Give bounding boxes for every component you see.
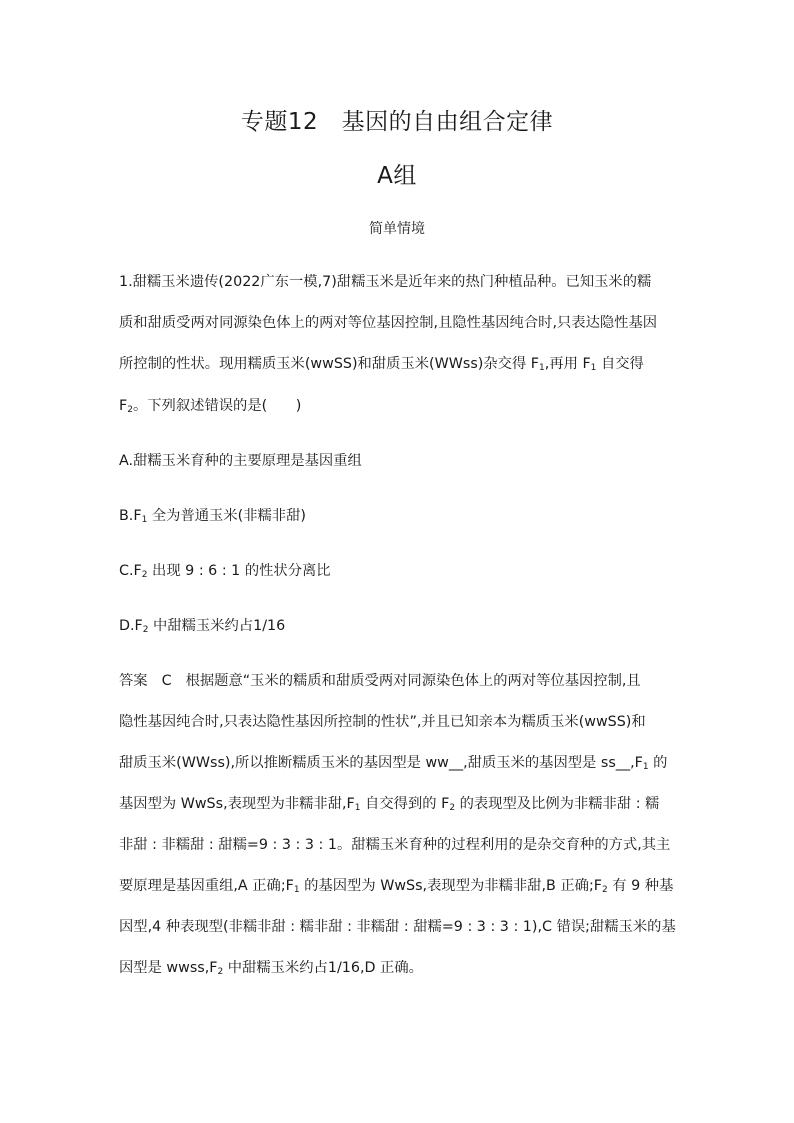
answer-line-3: 甜质玉米(WWss),所以推断糯质玉米的基因型是 ww__,甜质玉米的基因型是 $ss\_\_,F_1$ 的 [119, 755, 668, 772]
question-line-2: 质和甜质受两对同源染色体上的两对等位基因控制,且隐性基因纯合时,只表达隐性基因 [119, 315, 658, 331]
answer-line-5: 非甜 : 非糯甜 : 甜糯=9 : 3 : 3 : 1。甜糯玉米育种的过程利用的是杂交育种的方式,其主 [119, 837, 671, 853]
option-d: $D.F_2$ 中甜糯玉米约占1/16 [119, 618, 286, 635]
section-heading: 简单情境 [369, 221, 425, 237]
question-line-3: 所控制的性状。现用糯质玉米(wwSS)和甜质玉米(WWss)杂交得 $F_1$,再用 $F_1$ 自交得 [119, 356, 644, 373]
answer-line-8: 因型是 $wwss,F_2$ 中甜糯玉米约占1/16,D 正确。 [119, 960, 423, 977]
page-title: 专题12 基因的自由组合定律 [240, 109, 554, 135]
option-a: A.甜糯玉米育种的主要原理是基因重组 [119, 453, 362, 469]
answer-line-4: 基因型为 WwSs,表现型为非糯非甜$,F_1$ 自交得到的 $F_2$ 的表现型及比例为非糯非甜 : 糯 [119, 796, 660, 813]
question-line-4: $F_2$。下列叙述错误的是( ) [119, 398, 302, 415]
group-heading: A组 [377, 163, 417, 189]
answer-line-7: 因型,4 种表现型(非糯非甜 : 糯非甜 : 非糯甜 : 甜糯=9 : 3 : 3 : 1),C 错误;甜糯玉米的基 [119, 919, 676, 935]
option-c: $C.F_2$ 出现 9 : 6 : 1 的性状分离比 [119, 563, 331, 580]
answer-line-1: 答案 C 根据题意“玉米的糯质和甜质受两对同源染色体上的两对等位基因控制,且 [119, 673, 641, 689]
answer-letter: C [161, 673, 172, 689]
answer-label: 答案 [119, 673, 148, 689]
question-line-1: 1.甜糯玉米遗传(2022广东一模,7)甜糯玉米是近年来的热门种植品种。已知玉米的糯 [119, 274, 652, 290]
option-b: $B.F_1$ 全为普通玉米(非糯非甜) [119, 508, 306, 525]
answer-line-6: 要原理是基因重组,A 正确$;F_1$ 的基因型为 WwSs,表现型为非糯非甜,B 正确$;F_2$ 有 9 种基 [119, 878, 674, 895]
answer-line-2: 隐性基因纯合时,只表达隐性基因所控制的性状”,并且已知亲本为糯质玉米(wwSS)和 [119, 714, 646, 730]
